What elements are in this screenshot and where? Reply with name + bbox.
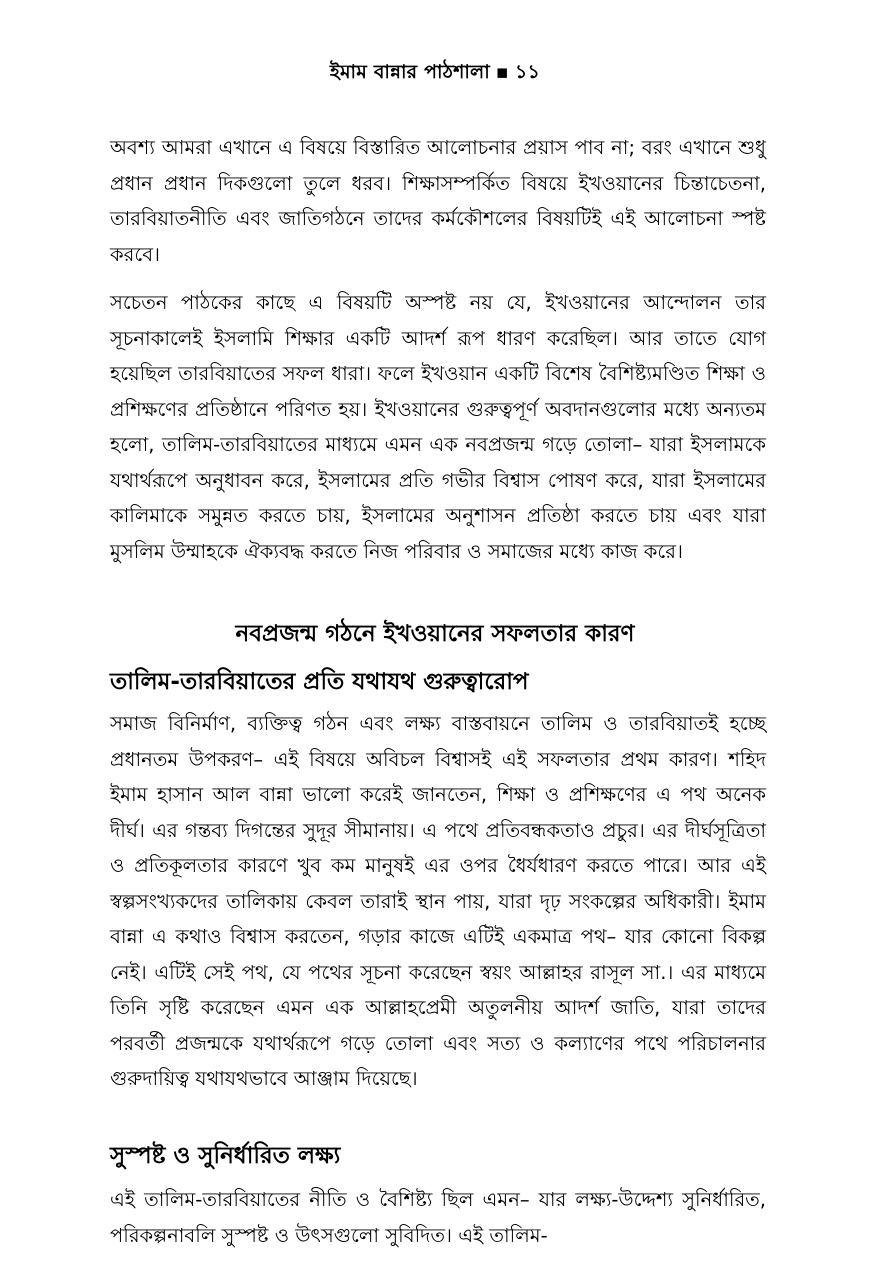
- paragraph-4: [110, 1182, 766, 1253]
- page-number: ১১: [515, 61, 541, 83]
- running-header: [0, 58, 870, 90]
- section-heading: নবপ্রজন্ম গঠনে ইখওয়ানের সফলতার কারণ: [235, 621, 635, 647]
- subheading-goals: সুস্পষ্ট ও সুনির্ধারিত লক্ষ্য: [110, 1143, 341, 1169]
- header-separator: ▪: [495, 61, 509, 83]
- subheading-emphasis: তালিম-তারবিয়াতের প্রতি যথাযথ গুরুত্বারোপ: [110, 669, 529, 695]
- paragraph-2: [110, 285, 766, 569]
- paragraph-text: সমাজ বিনির্মাণ, ব্যক্তিত্ব গঠন এবং লক্ষ্য বাস্তবায়নে তালিম ও তারবিয়াতই হচ্ছে প্রধানতম উপকরণ– এই বিষয়ে অবিচল বিশ্বাসই এই সফলতার প্রথম কারণ। শহিদ ইমাম হাসান আল বান্না ভালো করেই জানতেন, শিক্ষা ও প্রশিক্ষণের এ পথ অনেক দীর্ঘ। এর গন্তব্য দিগন্তের সুদূর সীমানায়। এ পথে প্রতিবন্ধকতাও প্রচুর। এর দীর্ঘসূত্রিতা ও প্রতিকূলতার কারণে খুব কম মানুষই এর ওপর ধৈর্যধারণ করতে পারে। আর এই স্বল্পসংখ্যকদের তালিকায় কেবল তারাই স্থান পায়, যারা দৃঢ় সংকল্পের অধিকারী। ইমাম বান্না এ কথাও বিশ্বাস করতেন, গড়ার কাজে এটিই একমাত্র পথ– যার কোনো বিকল্প নেই। এটিই সেই পথ, যে পথের সূচনা করেছেন স্বয়ং আল্লাহর রাসূল সা.। এর মাধ্যমে তিনি সৃষ্টি করেছেন এমন এক আল্লাহপ্রেমী অতুলনীয় আদর্শ জাতি, যারা তাদের পরবর্তী প্রজন্মকে যথার্থরূপে গড়ে তোলা এবং সত্য ও কল্যাণের পথে পরিচালনার গুরুদায়িত্ব যথাযথভাবে আঞ্জাম দিয়েছে।: [110, 712, 766, 1090]
- paragraph-text: এই তালিম-তারবিয়াতের নীতি ও বৈশিষ্ট্য ছিল এমন– যার লক্ষ্য-উদ্দেশ্য সুনির্ধারিত, পরিকল্পনাবলি সুস্পষ্ট ও উৎসগুলো সুবিদিত। এই তালিম-: [110, 1188, 766, 1247]
- paragraph-text: সচেতন পাঠকের কাছে এ বিষয়টি অস্পষ্ট নয় যে, ইখওয়ানের আন্দোলন তার সূচনাকালেই ইসলামি শিক্ষার একটি আদর্শ রূপ ধারণ করেছিল। আর তাতে যোগ হয়েছিল তারবিয়াতের সফল ধারা। ফলে ইখওয়ান একটি বিশেষ বৈশিষ্ট্যমণ্ডিত শিক্ষা ও প্রশিক্ষণের প্রতিষ্ঠানে পরিণত হয়। ইখওয়ানের গুরুত্বপূর্ণ অবদানগুলোর মধ্যে অন্যতম হলো, তালিম-তারবিয়াতের মাধ্যমে এমন এক নবপ্রজন্ম গড়ে তোলা– যারা ইসলামকে যথার্থরূপে অনুধাবন করে, ইসলামের প্রতি গভীর বিশ্বাস পোষণ করে, যারা ইসলামের কালিমাকে সমুন্নত করতে চায়, ইসলামের অনুশাসন প্রতিষ্ঠা করতে চায় এবং যারা মুসলিম উম্মাহকে ঐক্যবদ্ধ করতে নিজ পরিবার ও সমাজের মধ্যে কাজ করে।: [110, 291, 766, 563]
- paragraph-1: [110, 130, 766, 272]
- paragraph-3: [110, 706, 766, 1097]
- book-title: ইমাম বান্নার পাঠশালা: [329, 61, 490, 83]
- paragraph-text: অবশ্য আমরা এখানে এ বিষয়ে বিস্তারিত আলোচনার প্রয়াস পাব না; বরং এখানে শুধু প্রধান প্রধান দিকগুলো তুলে ধরব। শিক্ষাসম্পর্কিত বিষয়ে ইখওয়ানের চিন্তাচেতনা, তারবিয়াতনীতি এবং জাতিগঠনে তাদের কর্মকৌশলের বিষয়টিই এই আলোচনা স্পষ্ট করবে।: [110, 136, 766, 266]
